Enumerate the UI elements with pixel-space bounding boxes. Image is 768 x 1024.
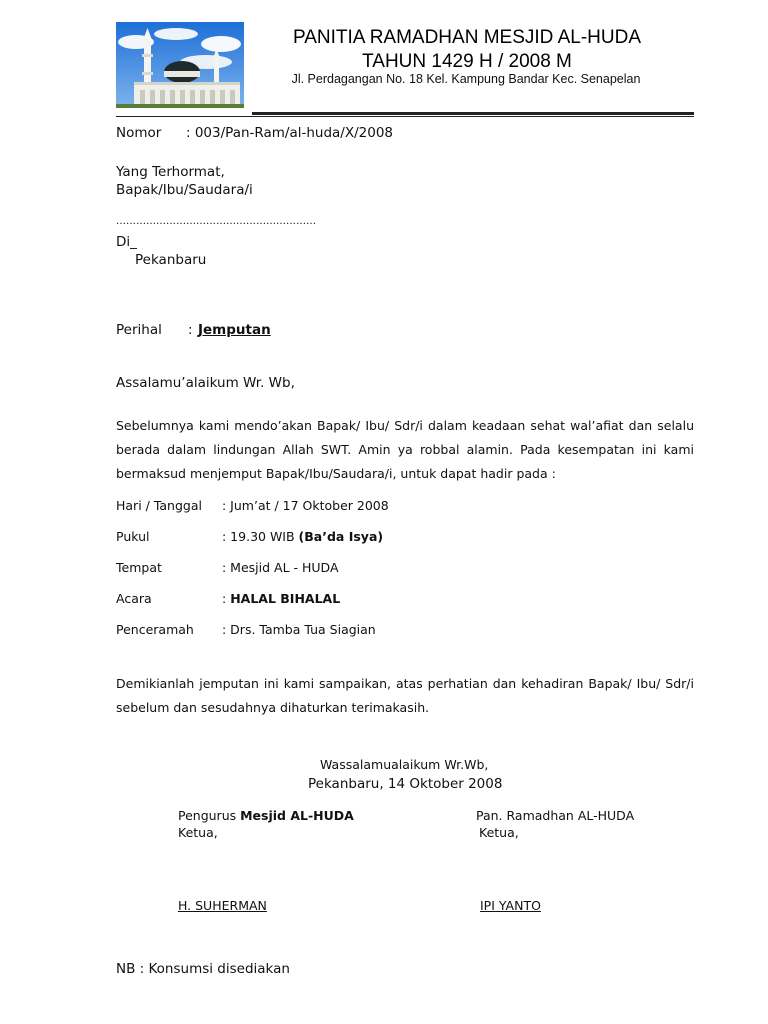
detail-value-penceramah: : Drs. Tamba Tua Siagian	[222, 622, 376, 637]
perihal-colon: :	[188, 322, 193, 338]
salam-closing: Wassalamualaikum Wr.Wb,	[320, 757, 489, 772]
sign-right-org: Pan. Ramadhan AL-HUDA	[476, 808, 635, 823]
sign-left-name: H. SUHERMAN	[178, 898, 267, 913]
sign-right-role: Ketua,	[479, 825, 519, 840]
recipient-to: Bapak/Ibu/Saudara/i	[116, 182, 253, 198]
nb-note: NB : Konsumsi disediakan	[116, 961, 290, 977]
header-address: Jl. Perdagangan No. 18 Kel. Kampung Bandar Kec. Senapelan	[291, 72, 641, 86]
mosque-logo	[116, 22, 244, 108]
detail-value-acara: : HALAL BIHALAL	[222, 591, 341, 606]
nomor-label: Nomor	[116, 125, 162, 141]
detail-extra-acara: HALAL BIHALAL	[230, 591, 341, 606]
sign-left-org-bold: Mesjid AL-HUDA	[240, 808, 354, 823]
salam-opening: Assalamu’alaikum Wr. Wb,	[116, 375, 295, 391]
recipient-di: Di_	[116, 234, 137, 250]
sign-right-name: IPI YANTO	[480, 898, 541, 913]
detail-label-penceramah: Penceramah	[116, 622, 194, 637]
recipient-greeting: Yang Terhormat,	[116, 164, 225, 180]
place-date: Pekanbaru, 14 Oktober 2008	[308, 776, 503, 792]
sign-left-role: Ketua,	[178, 825, 218, 840]
detail-value-hari: : Jum’at / 17 Oktober 2008	[222, 498, 389, 513]
header-rule-thin	[116, 116, 694, 117]
detail-label-pukul: Pukul	[116, 529, 150, 544]
recipient-city: Pekanbaru	[135, 252, 207, 268]
detail-value-pukul: : 19.30 WIB (Ba’da Isya)	[222, 529, 384, 544]
header-title-line1: PANITIA RAMADHAN MESJID AL-HUDA	[292, 27, 642, 48]
perihal-value: Jemputan	[198, 322, 271, 338]
perihal-label: Perihal	[116, 322, 162, 338]
header-rule-thick	[252, 112, 694, 115]
sign-left-org: Pengurus Mesjid AL-HUDA	[178, 808, 354, 823]
detail-label-tempat: Tempat	[116, 560, 162, 575]
detail-label-hari: Hari / Tanggal	[116, 498, 202, 513]
header-title-line2: TAHUN 1429 H / 2008 M	[362, 51, 572, 72]
detail-label-acara: Acara	[116, 591, 152, 606]
recipient-blank-line: ……………………………………………………	[116, 216, 316, 227]
closing-paragraph: Demikianlah jemputan ini kami sampaikan, atas perhatian dan kehadiran Bapak/ Ibu/ Sdr/i sebelum dan sesudahnya dihaturkan terimakasih.	[116, 676, 694, 715]
body-paragraph: Sebelumnya kami mendo’akan Bapak/ Ibu/ Sdr/i dalam keadaan sehat wal’afiat dan selalu berada dalam lindungan Allah SWT. Amin ya robbal alamin. Pada kesempatan ini kami bermaksud menjemput Bapak/Ibu/Saudara/i, untuk dapat hadir pada :	[116, 418, 694, 481]
detail-extra-pukul: (Ba’da Isya)	[298, 529, 384, 544]
detail-value-tempat: : Mesjid AL - HUDA	[222, 560, 339, 575]
nomor-value: : 003/Pan-Ram/al-huda/X/2008	[186, 125, 393, 141]
